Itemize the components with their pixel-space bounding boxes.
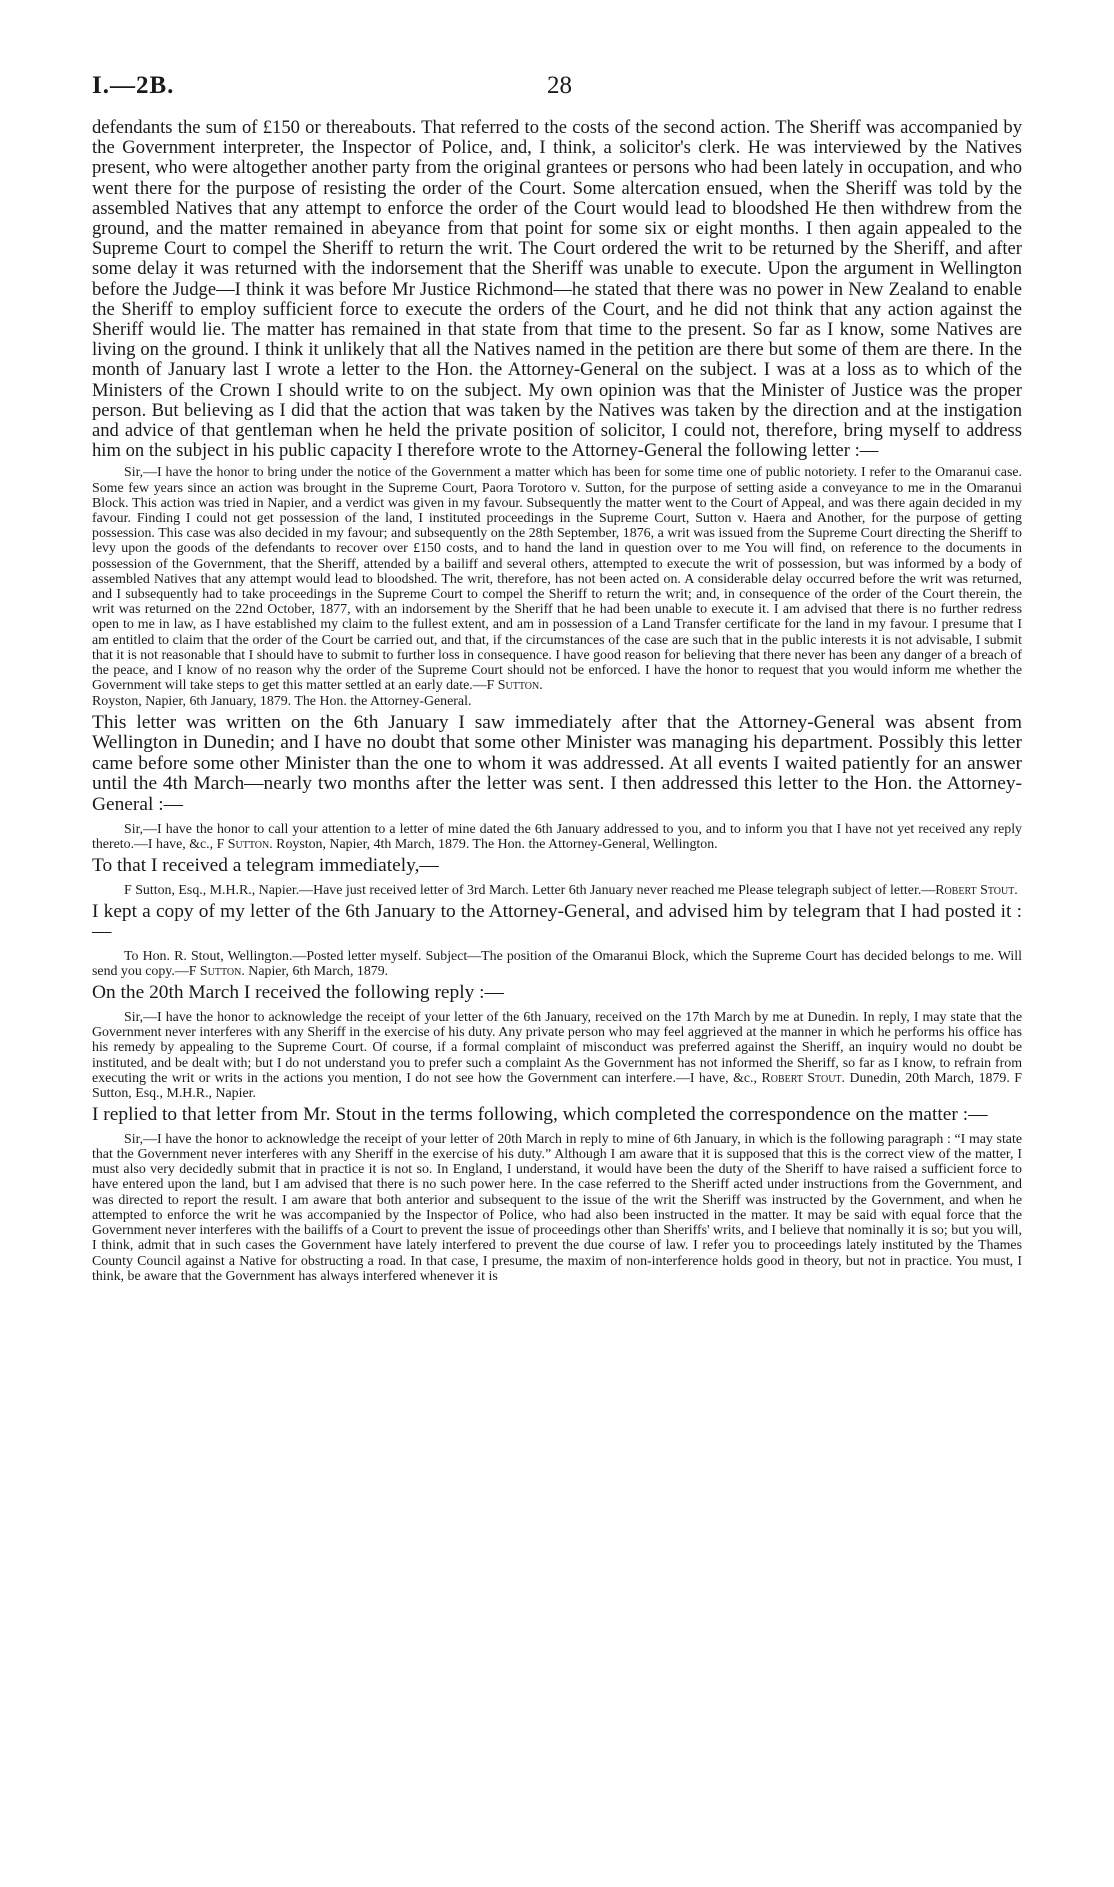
telegram-signature: Robert Stout. [935,882,1018,898]
testimony-paragraph: To that I received a telegram immediately,— [92,855,439,877]
testimony-paragraph: I kept a copy of my letter of the 6th January to the Attorney-General, and advised him by telegram that I had posted it :— [92,900,1022,943]
page-header [92,62,1022,118]
reply-to-stout: Sir,—I have the honor to acknowledge the receipt of your letter of 20th March in reply to mine of 6th January, in which is the following paragraph : “I may state that the Government never interferes with any Sheriff in the exercise of his duty.” Although I am aware that it is supposed that this is the correct view of the matter, I must also very decidedly submit that in practice it is not so. In England, I understand, it would have been the duty of the Sheriff to have raised a sufficient force to have entered upon the land, but I am advised that there is no such power here. In the case referred to the Sheriff acted under instructions from the Government, and was directed to report the result. I am aware that both anterior and subsequent to the issue of the writ the Sheriff was instructed by the Government, and when he attempted to enforce the writ he was accompanied by the Inspector of Police, who had also been instructed in the matter. It may be said with equal force that the Government never interferes with the bailiffs of a Court to prevent the issue of proceedings other than Sheriffs' writs, and I believe that nominally it is so; but you will, I think, admit that in such cases the Government have lately interfered to prevent the due course of law. I refer you to proceedings lately instituted by the Thames County Council against a Native for obstructing a road. In that case, I presume, the maxim of non-interference holds good in theory, but not in practice. You must, I think, be aware that the Government has always interfered whenever it is [92,1131,1022,1284]
testimony-paragraph: defendants the sum of £150 or thereabouts. That referred to the costs of the second action. The Sheriff was accompanied by the Government interpreter, the Inspector of Police, and, I think, a solicitor's clerk. He was interviewed by the Natives present, who were altogether another party from the original grantees or persons who had been lately in occupation, and who went there for the purpose of resisting the order of the Court. Some altercation ensued, when the Sheriff was told by the assembled Natives that any attempt to enforce the order of the Court would lead to bloodshed He then withdrew from the ground, and the matter remained in abeyance from that point for some six or eight months. I then again appealed to the Supreme Court to compel the Sheriff to return the writ. The Court ordered the writ to be returned by the Sheriff, and after some delay it was returned with the indorsement that the Sheriff was unable to execute. Upon the argument in Wellington before the Judge—I think it was before Mr Justice Richmond—he stated that there was no power in New Zealand to enable the Sheriff to employ sufficient force to execute the orders of the Court, and he did not think that any action against the Sheriff would lie. The matter has remained in that state from that time to the present. So far as I know, some Natives are living on the ground. I think it unlikely that all the Natives named in the petition are there but some of them are there. In the month of January last I wrote a letter to the Hon. the Attorney-General on the subject. I was at a loss as to which of the Ministers of the Crown I should write to on the subject. My own opinion was that the Minister of Justice was the proper person. But believing as I did that the action that was taken by the Natives was taken by the direction and at the instigation and advice of that gentleman when he held the private position of solicitor, I could not, therefore, bring myself to address him on the subject in his public capacity I therefore wrote to the Attorney-General the following letter :— [92,117,1022,462]
letter-signature: F Sutton. [486,678,543,694]
letter-dateline: Royston, Napier, 6th January, 1879. The Hon. the Attorney-General. [92,693,472,709]
telegram-text: F Sutton, Esq., M.H.R., Napier.—Have just received letter of 3rd March. Letter 6th January never reached me Please telegraph subject of letter.— [124,882,936,898]
telegram-from-stout [92,883,1022,898]
letter-signature: F Sutton. [216,836,273,852]
reply-from-stout [92,1010,1022,1101]
telegram-dateline: Napier, 6th March, 1879. [244,964,389,980]
document-reference: I.—2B. [92,72,175,99]
letter-text: Sir,—I have the honor to bring under the notice of the Government a matter which has been for some time one of public notoriety. I refer to the Omaranui case. Some few years since an action was brought in the Supreme Court, Paora Torotoro v. Sutton, for the purpose of setting aside a conveyance to me in the Omaranui Block. This action was tried in Napier, and a verdict was given in my favour. Subsequently the matter went to the Court of Appeal, and was there again decided in my favour. Finding I could not get possession of the land, I instituted proceedings in the Supreme Court, Sutton v. Haera and Another, for the purpose of getting possession. This case was also decided in my favour; and subsequently on the 28th September, 1876, a writ was issued from the Supreme Court directing the Sheriff to levy upon the goods of the defendants to recover over £150 costs, and to hand the land in question over to me You will find, on reference to the documents in possession of the Government, that the Sheriff, attended by a bailiff and several others, attempted to execute the writ of possession, but was informed by a body of assembled Natives that any attempt would lead to bloodshed. The writ, therefore, has not been acted on. A considerable delay occurred before the writ was returned, and I subsequently had to take proceedings in the Supreme Court to compel the Sheriff to return the writ; and, in consequence of the order of the Court therein, the writ was returned on the 22nd October, 1877, with an indorsement by the Sheriff that he had been unable to execute it. I am advised that there is no further redress open to me in law, as I have established my claim to the fullest extent, and am in possession of a Land Transfer certificate for the land in my favour. I presume that I am entitled to claim that the order of the Court be carried out, and that, if the circumstances of the case are such that in the public interests it is not advisable, I submit that it is not reasonable that I should have to submit to further loss in consequence. I have good reason for believing that there never has been any danger of a breach of the peace, and I know of no reason why the order of the Supreme Court should not be enforced. I have the honor to request that you would inform me whether the Government will take steps to get this matter settled at an early date.— [92,465,1022,694]
testimony-paragraph: On the 20th March I received the following reply :— [92,982,504,1004]
testimony-paragraph: I replied to that letter from Mr. Stout in the terms following, which completed the correspondence on the matter :— [92,1104,988,1126]
letter-to-attorney-general [92,465,1022,693]
page-number: 28 [547,72,572,99]
letter-signature: Robert Stout. [761,1070,846,1086]
telegram-text: To Hon. R. Stout, Wellington.—Posted letter myself. Subject—The position of the Omaranui Block, which the Supreme Court has decided belongs to me. Will send you copy.— [92,949,1022,980]
follow-up-letter [92,822,1022,852]
letter-text: Sir,—I have the honor to call your attention to a letter of mine dated the 6th January addressed to you, and to inform you that I have not yet received any reply thereto.—I have, &c., [92,821,1022,852]
letter-text: Sir,—I have the honor to acknowledge the receipt of your letter of the 6th January, received on the 17th March by me at Dunedin. In reply, I may state that the Government never interferes with any Sheriff in the exercise of his duty. Any private person who may feel aggrieved at the manner in which he performs his office has his remedy by appealing to the Supreme Court. Of course, if a formal complaint of misconduct was preferred against the Sheriff, an inquiry would no doubt be instituted, and be dealt with; but I do not understand you to prefer such a complaint As the Government has not informed the Sheriff, so far as I know, to refrain from executing the writ or writs in the actions you mention, I do not see how the Government can interfere.—I have, &c., [92,1010,1022,1086]
document-page [92,62,1022,1284]
letter-dateline: Dunedin, 20th March, 1879. F Sutton, Esq., M.H.R., Napier. [92,1070,1022,1102]
telegram-signature: F Sutton. [188,964,245,980]
letter-dateline: Royston, Napier, 4th March, 1879. The Hon. the Attorney-General, Wellington. [272,836,718,852]
testimony-paragraph: This letter was written on the 6th January I saw immediately after that the Attorney-General was absent from Wellington in Dunedin; and I have no doubt that some other Minister was managing his department. Possibly this letter came before some other Minister than the one to whom it was addressed. At all events I waited patiently for an answer until the 4th March—nearly two months after the letter was sent. I then addressed this letter to the Hon. the Attorney-General :— [92,711,1022,816]
telegram-to-stout [92,949,1022,979]
